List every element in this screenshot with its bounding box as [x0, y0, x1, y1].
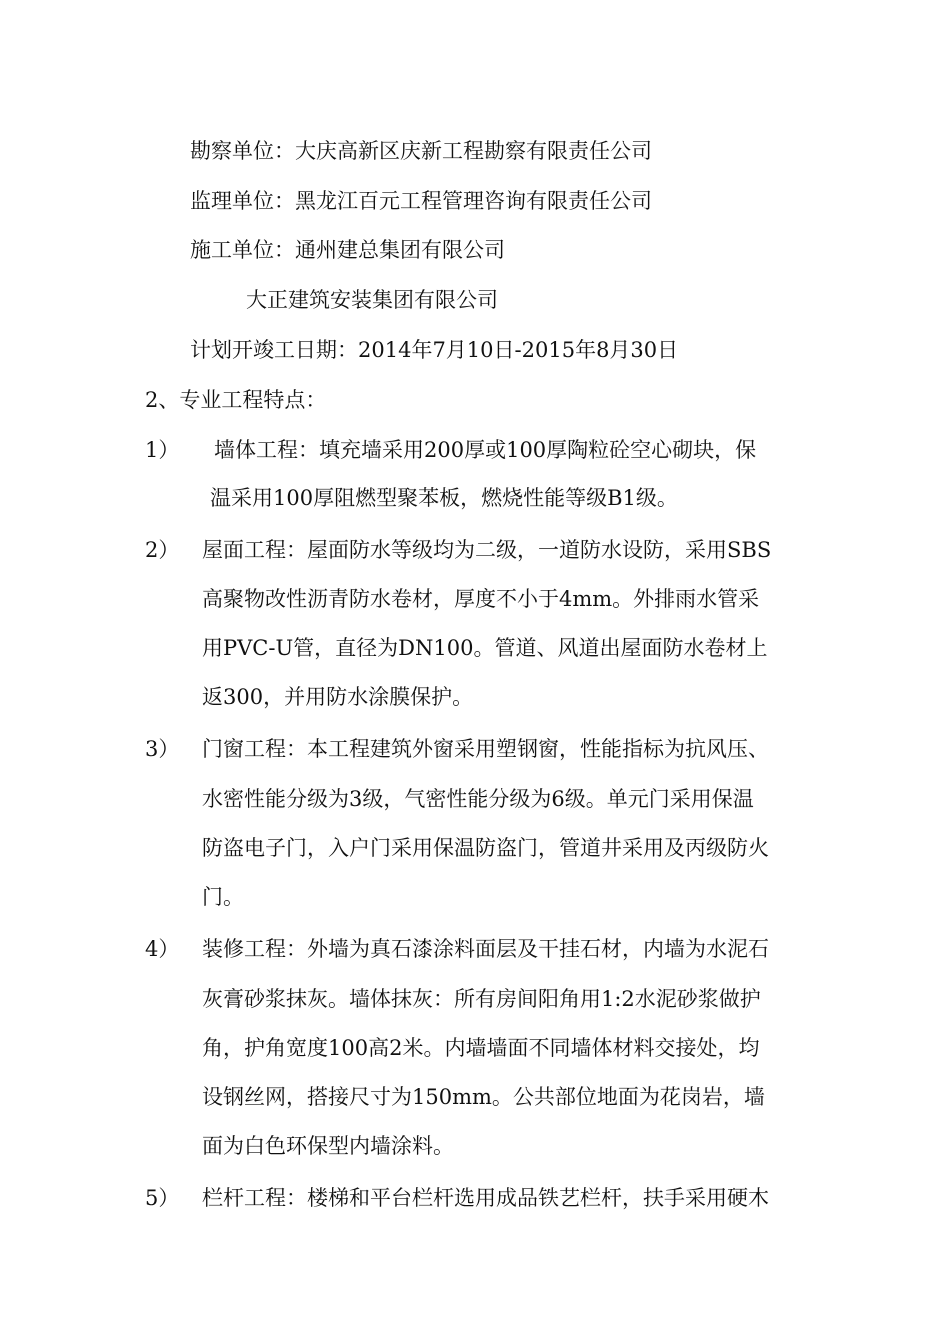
- item-text-line: 高聚物改性沥青防水卷材，厚度不小于4mm。外排雨水管采: [202, 587, 760, 611]
- item-text-line: 设钢丝网，搭接尺寸为150mm。公共部位地面为花岗岩，墙: [202, 1085, 765, 1109]
- item-number: 4）: [145, 937, 180, 961]
- item-text-line: 温采用100厚阻燃型聚苯板，燃烧性能等级B1级。: [210, 486, 678, 510]
- construction-unit-line: 施工单位：通州建总集团有限公司: [190, 238, 505, 262]
- item-text-line: 角，护角宽度100高2米。内墙墙面不同墙体材料交接处，均: [202, 1036, 760, 1060]
- item-text-line: 面为白色环保型内墙涂料。: [202, 1134, 454, 1158]
- item-number: 2）: [145, 538, 180, 562]
- item-number: 3）: [145, 737, 180, 761]
- item-text-line: 灰膏砂浆抹灰。墙体抹灰：所有房间阳角用1:2水泥砂浆做护: [202, 987, 761, 1011]
- item-number: 5）: [145, 1186, 180, 1210]
- item-text-line: 装修工程：外墙为真石漆涂料面层及干挂石材，内墙为水泥石: [202, 937, 769, 961]
- item-text-line: 门。: [202, 885, 244, 909]
- item-text-line: 返300，并用防水涂膜保护。: [202, 685, 474, 709]
- item-number: 1）: [145, 438, 180, 462]
- survey-unit-line: 勘察单位：大庆高新区庆新工程勘察有限责任公司: [190, 139, 652, 163]
- item-text-line: 墙体工程：填充墙采用200厚或100厚陶粒砼空心砌块，保: [214, 438, 757, 462]
- item-text-line: 水密性能分级为3级，气密性能分级为6级。单元门采用保温: [202, 787, 754, 811]
- plan-dates-line: 计划开竣工日期：2014年7月10日-2015年8月30日: [190, 338, 679, 362]
- supervision-unit-line: 监理单位：黑龙江百元工程管理咨询有限责任公司: [190, 189, 652, 213]
- construction-unit-line-2: 大正建筑安装集团有限公司: [246, 288, 498, 312]
- item-text-line: 门窗工程：本工程建筑外窗采用塑钢窗，性能指标为抗风压、: [202, 737, 769, 761]
- item-text-line: 栏杆工程：楼梯和平台栏杆选用成品铁艺栏杆，扶手采用硬木: [202, 1186, 769, 1210]
- item-text-line: 用PVC-U管，直径为DN100。管道、风道出屋面防水卷材上: [202, 636, 768, 660]
- item-text-line: 防盗电子门，入户门采用保温防盗门，管道井采用及丙级防火: [202, 836, 769, 860]
- section-heading: 2、专业工程特点：: [145, 388, 327, 412]
- item-text-line: 屋面工程：屋面防水等级均为二级，一道防水设防，采用SBS: [202, 538, 772, 562]
